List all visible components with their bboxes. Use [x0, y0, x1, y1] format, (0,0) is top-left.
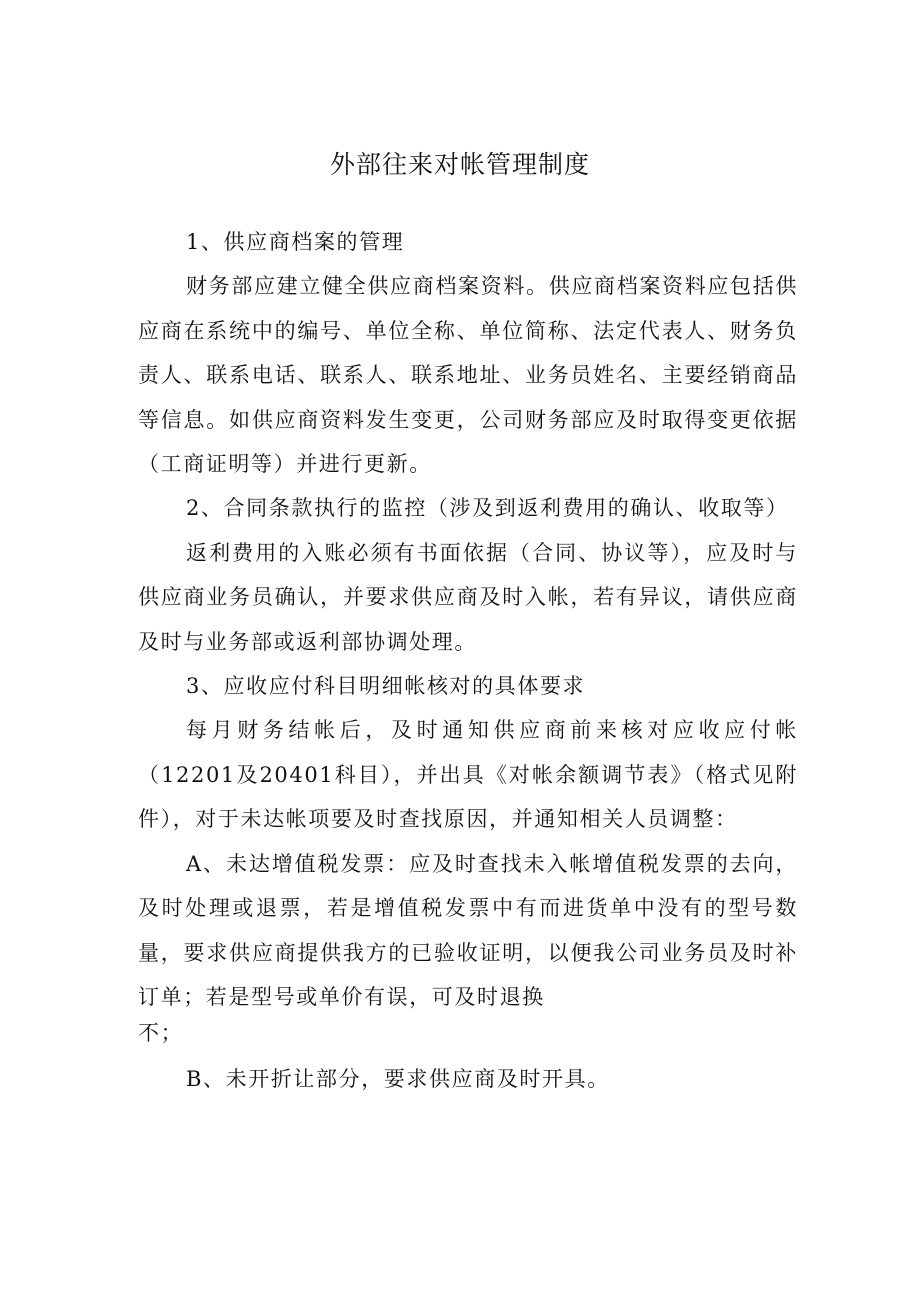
- document-title: 外部往来对帐管理制度: [329, 150, 590, 179]
- section-3-item-b: B、未开折让部分，要求供应商及时开具。: [186, 1067, 610, 1092]
- section-2-heading: 2、合同条款执行的监控（涉及到返利费用的确认、收取等）: [186, 496, 789, 521]
- section-1-paragraph: 财务部应建立健全供应商档案资料。供应商档案资料应包括供应商在系统中的编号、单位全称、单位简称、法定代表人、财务负责人、联系电话、联系人、联系地址、业务员姓名、主要经销商品等信息。如供应商资料发生变更，公司财务部应及时取得变更依据（工商证明等）并进行更新。: [138, 274, 798, 477]
- section-2-paragraph: 返利费用的入账必须有书面依据（合同、协议等），应及时与供应商业务员确认，并要求供应商及时入帐，若有异议，请供应商及时与业务部或返利部协调处理。: [138, 540, 798, 654]
- section-3-item-a: A、未达增值税发票：应及时查找未入帐增值税发票的去向，及时处理或退票，若是增值税发票中有而进货单中没有的型号数量，要求供应商提供我方的已验收证明，以便我公司业务员及时补订单；若是型号或单价有误，可及时退换: [138, 851, 798, 1009]
- section-3-paragraph: 每月财务结帐后，及时通知供应商前来核对应收应付帐（12201及20401科目），并出具《对帐余额调节表》（格式见附件），对于未达帐项要及时查找原因，并通知相关人员调整：: [138, 718, 798, 832]
- section-3-item-a-continuation: 不；: [138, 1021, 184, 1046]
- section-1-heading: 1、供应商档案的管理: [186, 230, 405, 254]
- section-3-heading: 3、应收应付科目明细帐核对的具体要求: [186, 674, 586, 699]
- document-body: [138, 220, 798, 1102]
